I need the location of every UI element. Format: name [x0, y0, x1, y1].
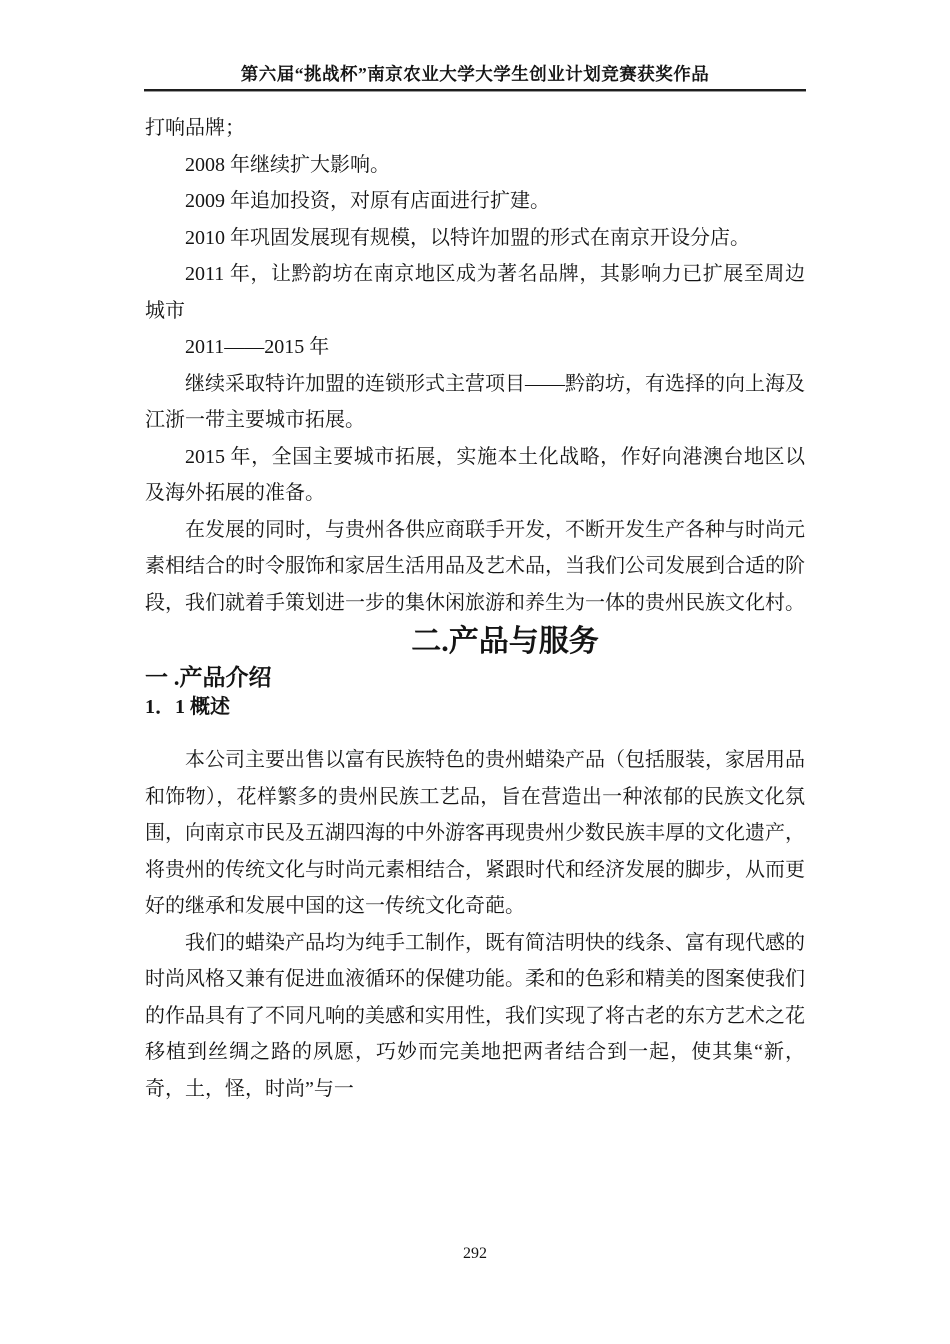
paragraph: 2009 年追加投资，对原有店面进行扩建。	[185, 190, 550, 212]
paragraph: 打响品牌；	[145, 117, 245, 139]
subsubsection-title: 1．1 概述	[145, 696, 230, 718]
document-body	[145, 110, 805, 1107]
subsection-title: 一 .产品介绍	[145, 665, 272, 690]
header-title: 第六届“挑战杯”南京农业大学大学生创业计划竞赛获奖作品	[240, 64, 710, 84]
section-title: 二.产品与服务	[411, 625, 599, 658]
page-footer	[0, 1244, 950, 1264]
paragraph: 本公司主要出售以富有民族特色的贵州蜡染产品（包括服装，家居用品和饰物），花样繁多的贵州民族工艺品，旨在营造出一种浓郁的民族文化氛围，向南京市民及五湖四海的中外游客再现贵州少数民族丰厚的文化遗产，将贵州的传统文化与时尚元素相结合，紧跟时代和经济发展的脚步，从而更好的继承和发展中国的这一传统文化奇葩。	[145, 749, 805, 917]
page-number: 292	[463, 1245, 487, 1262]
paragraph: 2010 年巩固发展现有规模，以特许加盟的形式在南京开设分店。	[185, 226, 750, 249]
paragraph: 我们的蜡染产品均为纯手工制作，既有简洁明快的线条、富有现代感的时尚风格又兼有促进血液循环的保健功能。柔和的色彩和精美的图案使我们的作品具有了不同凡响的美感和实用性，我们实现了将古老的东方艺术之花移植到丝绸之路的夙愿，巧妙而完美地把两者结合到一起，使其集“新，奇，土，怪，时尚”与一	[145, 931, 805, 1100]
paragraph: 2011 年，让黔韵坊在南京地区成为著名品牌，其影响力已扩展至周边城市	[145, 263, 805, 322]
paragraph: 2008 年继续扩大影响。	[185, 153, 390, 176]
paragraph: 在发展的同时，与贵州各供应商联手开发，不断开发生产各种与时尚元素相结合的时令服饰和家居生活用品及艺术品，当我们公司发展到合适的阶段，我们就着手策划进一步的集休闲旅游和养生为一体的贵州民族文化村。	[145, 518, 805, 614]
paragraph: 继续采取特许加盟的连锁形式主营项目——黔韵坊，有选择的向上海及江浙一带主要城市拓展。	[145, 372, 805, 431]
paragraph: 2011——2015 年	[185, 336, 330, 358]
page-header	[144, 64, 806, 92]
header-rule	[144, 89, 806, 92]
paragraph: 2015 年，全国主要城市拓展，实施本土化战略，作好向港澳台地区以及海外拓展的准备。	[145, 445, 805, 504]
